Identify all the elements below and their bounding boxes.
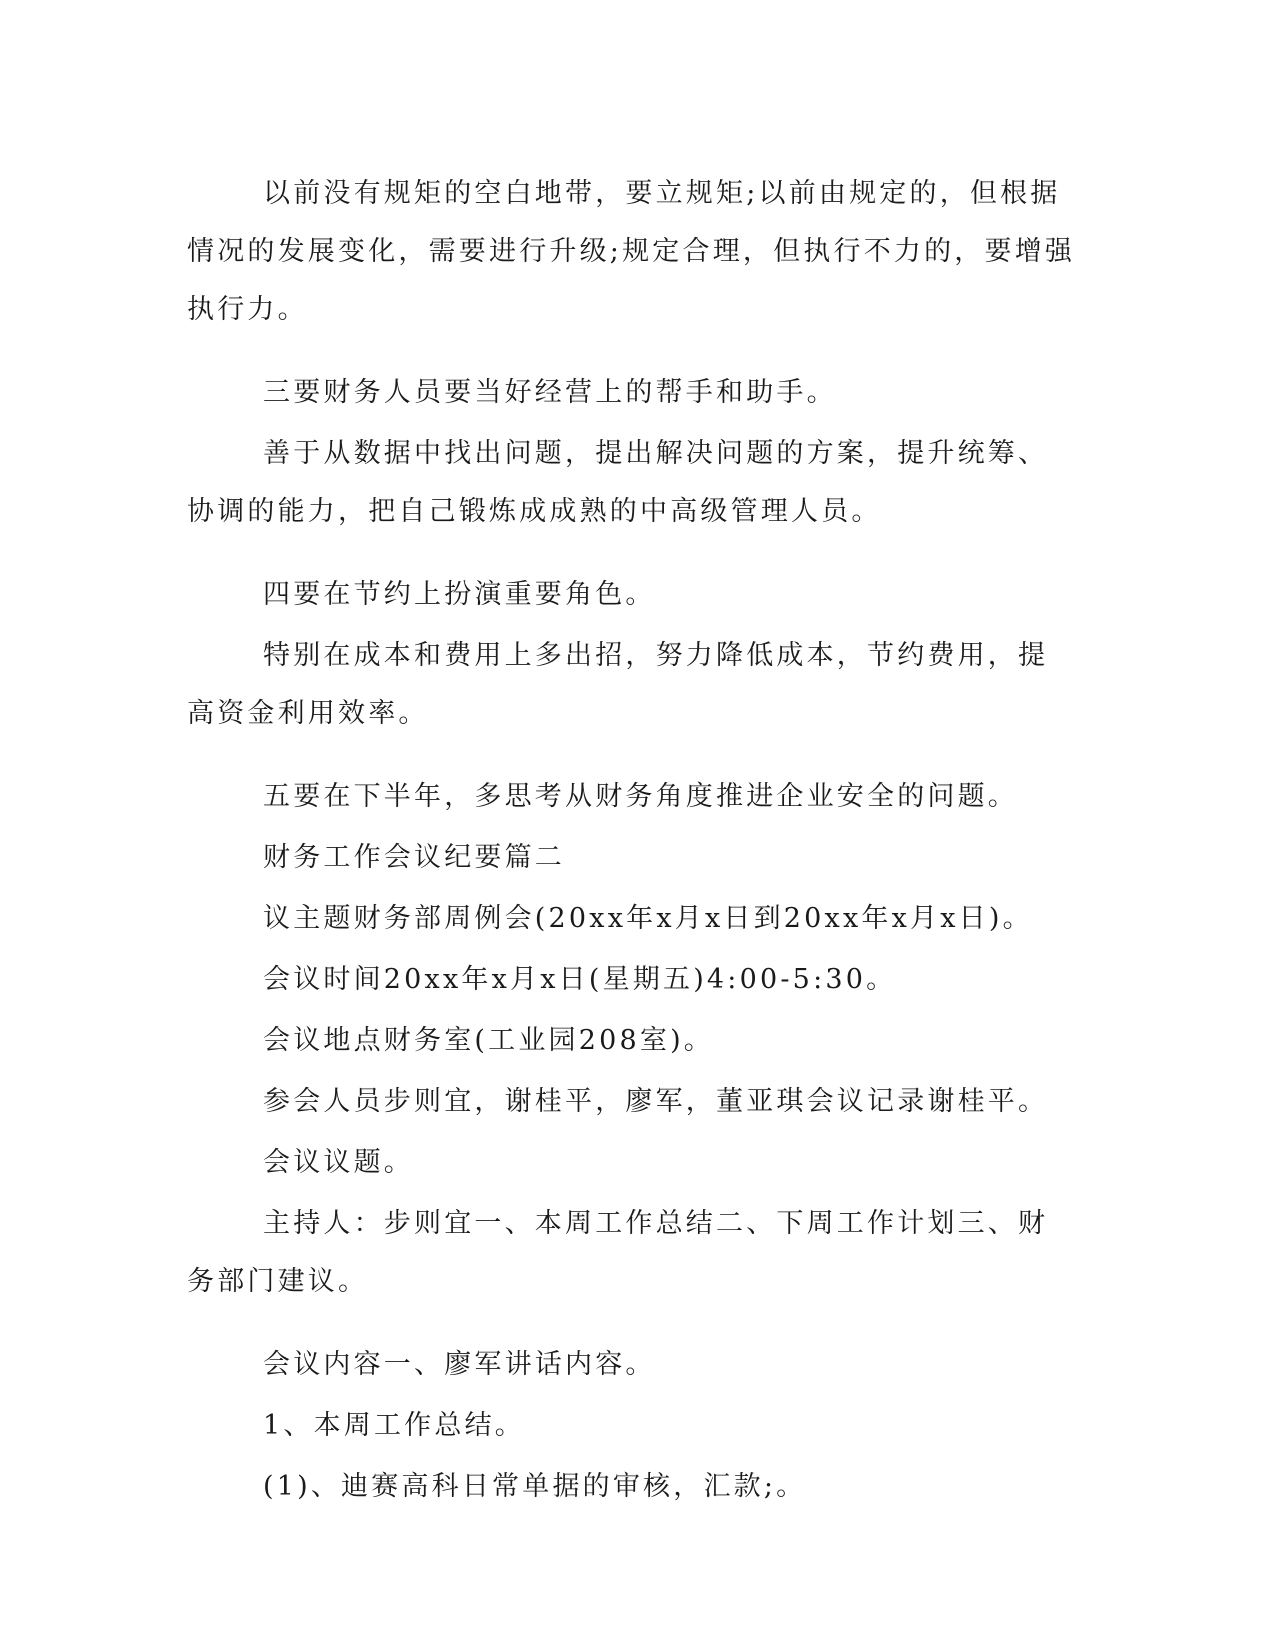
document-body <box>187 165 1077 1519</box>
paragraph: 三要财务人员要当好经营上的帮手和助手。 <box>263 377 837 408</box>
paragraph: 会议议题。 <box>263 1147 414 1178</box>
paragraph: 议主题财务部周例会(20xx年x月x日到20xx年x月x日)。 <box>263 903 1033 934</box>
paragraph: 会议内容一、廖军讲话内容。 <box>263 1349 656 1380</box>
paragraph: 主持人：步则宜一、本周工作总结二、下周工作计划三、财务部门建议。 <box>187 1208 1049 1297</box>
list-item: 1、本周工作总结。 <box>263 1410 525 1441</box>
section-heading: 财务工作会议纪要篇二 <box>263 842 565 873</box>
paragraph: 特别在成本和费用上多出招，努力降低成本，节约费用，提高资金利用效率。 <box>187 640 1049 729</box>
paragraph: 四要在节约上扮演重要角色。 <box>263 579 656 610</box>
list-item: (1)、迪赛高科日常单据的审核，汇款;。 <box>263 1471 807 1502</box>
paragraph: 善于从数据中找出问题，提出解决问题的方案，提升统筹、协调的能力，把自己锻炼成成熟的中高级管理人员。 <box>187 438 1049 527</box>
paragraph: 参会人员步则宜，谢桂平，廖军，董亚琪会议记录谢桂平。 <box>263 1086 1049 1117</box>
paragraph: 会议地点财务室(工业园208室)。 <box>263 1025 715 1056</box>
paragraph: 以前没有规矩的空白地带，要立规矩;以前由规定的，但根据情况的发展变化，需要进行升级;规定合理，但执行不力的，要增强执行力。 <box>187 178 1076 325</box>
paragraph: 五要在下半年，多思考从财务角度推进企业安全的问题。 <box>263 781 1018 812</box>
paragraph: 会议时间20xx年x月x日(星期五)4:00-5:30。 <box>263 964 897 995</box>
